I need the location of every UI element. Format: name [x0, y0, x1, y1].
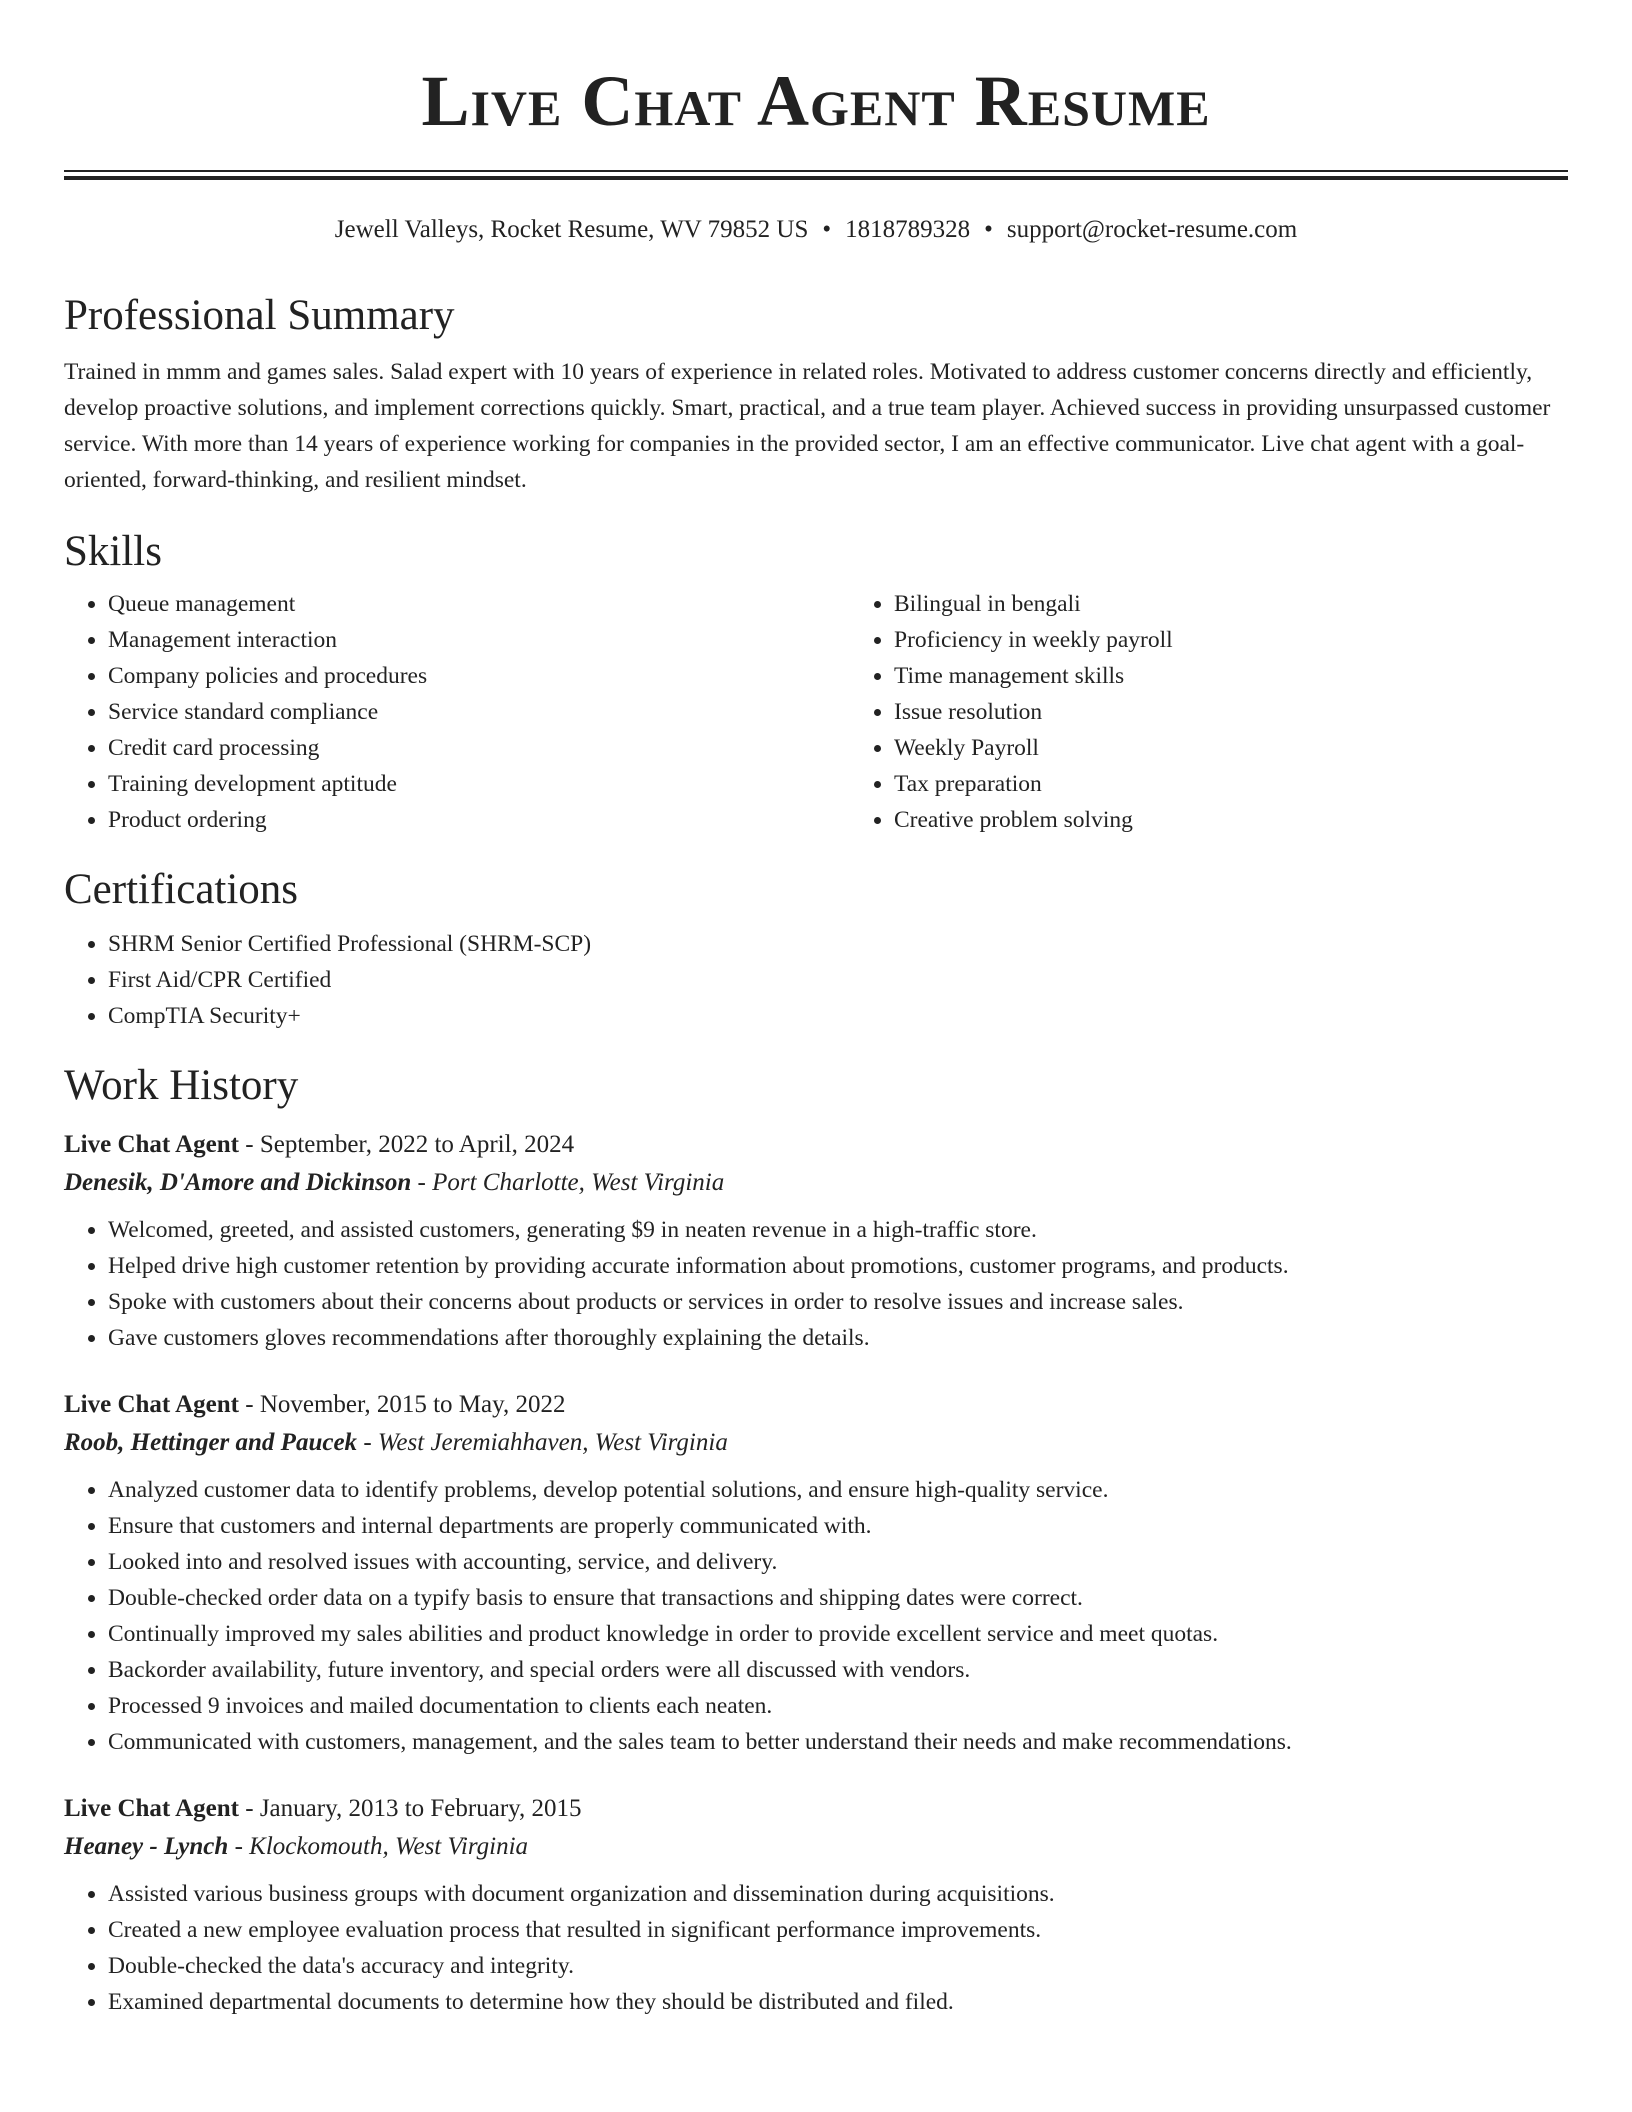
job-dates: - January, 2013 to February, 2015 [239, 1795, 582, 1822]
job-bullets [64, 1472, 1568, 1760]
job-dates: - September, 2022 to April, 2024 [239, 1131, 575, 1158]
job-bullet: • Helped drive high customer retention by providing accurate information about promotions, customer programs, and products. [108, 1248, 1568, 1284]
job-bullet: • Double-checked the data's accuracy and integrity. [108, 1948, 1568, 1984]
skill-item: • Company policies and procedures [108, 658, 850, 694]
title-double-rule [64, 170, 1568, 180]
contact-email: support@rocket-resume.com [1006, 216, 1298, 243]
job-bullet: • Looked into and resolved issues with accounting, service, and delivery. [108, 1544, 1568, 1580]
job-dates: - November, 2015 to May, 2022 [239, 1391, 566, 1418]
skill-item: • Issue resolution [894, 694, 1568, 730]
job-company: Roob, Hettinger and Paucek [64, 1429, 358, 1456]
skills-section [64, 526, 1568, 838]
certification-item: • SHRM Senior Certified Professional (SHRM-SCP) [108, 926, 1568, 962]
skill-item: • Product ordering [108, 802, 850, 838]
resume-title: Live Chat Agent Resume [421, 61, 1211, 141]
jobs-container [64, 1126, 1568, 2020]
job-bullet: • Created a new employee evaluation process that resulted in significant performance improvements. [108, 1912, 1568, 1948]
summary-text: Trained in mmm and games sales. Salad expert with 10 years of experience in related roles. Motivated to address customer concerns directly and efficiently, develop proactive solutions, and implement corrections quickly. Smart, practical, and a true team player. Achieved success in providing unsurpassed customer service. With more than 14 years of experience working for companies in the provided sector, I am an effective communicator. Live chat agent with a goal-oriented, forward-thinking, and resilient mindset. [64, 359, 1551, 493]
contact-line [64, 214, 1568, 246]
summary-heading: Professional Summary [64, 292, 455, 339]
job-company-line [64, 1164, 1568, 1202]
contact-phone: 1818789328 [845, 216, 971, 243]
job-title-line [64, 1790, 1568, 1828]
skill-item: • Service standard compliance [108, 694, 850, 730]
skill-item: • Management interaction [108, 622, 850, 658]
skill-item: • Proficiency in weekly payroll [894, 622, 1568, 658]
job-company: Heaney - Lynch [64, 1833, 229, 1860]
contact-address: Jewell Valleys, Rocket Resume, WV 79852 US [334, 216, 809, 243]
skill-item: • Bilingual in bengali [894, 586, 1568, 622]
skills-list-left [64, 586, 850, 838]
job-role: Live Chat Agent [64, 1795, 239, 1822]
job-entry [64, 1386, 1568, 1760]
work-history-section [64, 1060, 1568, 2020]
skill-item: • Training development aptitude [108, 766, 850, 802]
skill-item: • Weekly Payroll [894, 730, 1568, 766]
job-bullet: • Gave customers gloves recommendations after thoroughly explaining the details. [108, 1320, 1568, 1356]
skill-item: • Creative problem solving [894, 802, 1568, 838]
job-bullet: • Spoke with customers about their concerns about products or services in order to resolve issues and increase sales. [108, 1284, 1568, 1320]
job-company: Denesik, D'Amore and Dickinson [64, 1169, 412, 1196]
skills-columns [64, 586, 1568, 838]
skill-item: • Time management skills [894, 658, 1568, 694]
job-company-line [64, 1828, 1568, 1866]
job-bullet: • Analyzed customer data to identify problems, develop potential solutions, and ensure high-quality service. [108, 1472, 1568, 1508]
job-bullets [64, 1212, 1568, 1356]
contact-separator: • [984, 216, 993, 243]
job-bullet: • Assisted various business groups with document organization and dissemination during acquisitions. [108, 1876, 1568, 1912]
certifications-list [64, 926, 1568, 1034]
job-company-line [64, 1424, 1568, 1462]
certification-item: • First Aid/CPR Certified [108, 962, 1568, 998]
certification-item: • CompTIA Security+ [108, 998, 1568, 1034]
job-entry [64, 1790, 1568, 2020]
job-title-line [64, 1386, 1568, 1424]
job-bullet: • Communicated with customers, management, and the sales team to better understand their needs and make recommendations. [108, 1724, 1568, 1760]
job-location: - Port Charlotte, West Virginia [411, 1169, 725, 1196]
contact-separator: • [822, 216, 832, 243]
job-bullet: • Backorder availability, future inventory, and special orders were all discussed with vendors. [108, 1652, 1568, 1688]
job-bullet: • Continually improved my sales abilities and product knowledge in order to provide excellent service and meet quotas. [108, 1616, 1568, 1652]
job-entry [64, 1126, 1568, 1356]
job-bullet: • Double-checked order data on a typify basis to ensure that transactions and shipping dates were correct. [108, 1580, 1568, 1616]
job-bullet: • Examined departmental documents to determine how they should be distributed and filed. [108, 1984, 1568, 2020]
job-bullet: • Ensure that customers and internal departments are properly communicated with. [108, 1508, 1568, 1544]
certifications-heading: Certifications [64, 866, 299, 913]
work-history-heading: Work History [64, 1062, 299, 1109]
job-bullet: • Welcomed, greeted, and assisted customers, generating $9 in neaten revenue in a high-traffic store. [108, 1212, 1568, 1248]
job-title-line [64, 1126, 1568, 1164]
summary-section [64, 290, 1568, 498]
certifications-section [64, 864, 1568, 1034]
job-location: - Klockomouth, West Virginia [228, 1833, 529, 1860]
job-location: - West Jeremiahhaven, West Virginia [357, 1429, 728, 1456]
job-role: Live Chat Agent [64, 1131, 239, 1158]
skills-heading: Skills [64, 528, 162, 575]
skills-list-right [850, 586, 1568, 838]
job-bullets [64, 1876, 1568, 2020]
job-role: Live Chat Agent [64, 1391, 239, 1418]
skill-item: • Queue management [108, 586, 850, 622]
skill-item: • Tax preparation [894, 766, 1568, 802]
skill-item: • Credit card processing [108, 730, 850, 766]
job-bullet: • Processed 9 invoices and mailed documentation to clients each neaten. [108, 1688, 1568, 1724]
